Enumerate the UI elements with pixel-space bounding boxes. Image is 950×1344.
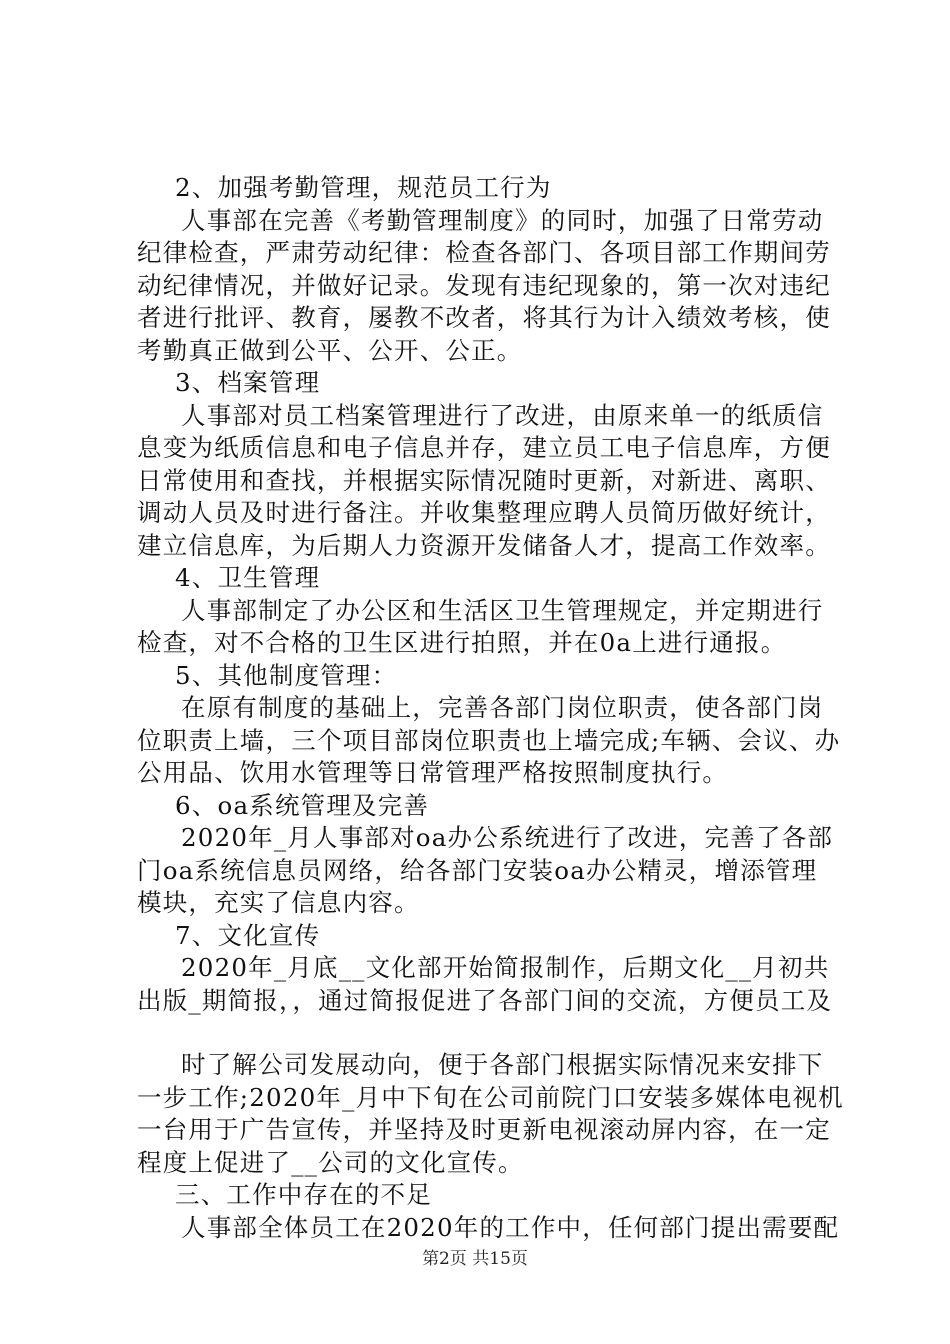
paragraph-block-1 — [137, 172, 841, 1017]
text-line: 人事部全体员工在2020年的工作中，任何部门提出需要配 — [181, 1212, 840, 1242]
text-line: 息变为纸质信息和电子信息并存，建立员工电子信息库，方便 — [137, 433, 831, 462]
text-line: 人事部制定了办公区和生活区卫生管理规定，并定期进行 — [181, 595, 824, 625]
document-body — [137, 172, 844, 1244]
paragraph-block-2 — [137, 1049, 844, 1244]
section-heading: 6、oa系统管理及完善 — [175, 790, 430, 820]
text-line: 门oa系统信息员网络，给各部门安装oa办公精灵，增添管理 — [137, 855, 818, 885]
text-line: 人事部在完善《考勤管理制度》的同时，加强了日常劳动 — [181, 205, 824, 235]
text-line: 出版_期简报，，通过简报促进了各部门间的交流，方便员工及 — [137, 985, 833, 1015]
section-heading: 4、卫生管理 — [175, 563, 321, 592]
section-heading: 三、工作中存在的不足 — [175, 1180, 432, 1209]
text-line: 一台用于广告宣传，并坚持及时更新电视滚动屏内容，在一定 — [137, 1115, 831, 1144]
text-line: 检查，对不合格的卫生区进行拍照，并在0a上进行通报。 — [137, 628, 787, 657]
text-line: 一步工作;2020年_月中下旬在公司前院门口安装多媒体电视机 — [137, 1082, 844, 1112]
text-line: 2020年_月底__文化部开始简报制作，后期文化__月初共 — [181, 953, 830, 982]
text-line: 模块，充实了信息内容。 — [137, 888, 420, 917]
text-line: 者进行批评、教育，屡教不改者，将其行为计入绩效考核，使 — [137, 303, 831, 332]
section-heading: 7、文化宣传 — [175, 920, 321, 950]
text-line: 人事部对员工档案管理进行了改进，由原来单一的纸质信 — [181, 400, 824, 430]
text-line: 考勤真正做到公平、公开、公正。 — [137, 335, 523, 365]
text-line: 纪律检查，严肃劳动纪律：检查各部门、各项目部工作期间劳 — [137, 238, 831, 267]
text-line: 建立信息库，为后期人力资源开发储备人才，提高工作效率。 — [137, 530, 831, 560]
section-heading: 5、其他制度管理： — [175, 660, 398, 690]
text-line: 公用品、饮用水管理等日常管理严格按照制度执行。 — [137, 758, 729, 787]
page-break-gap — [137, 1017, 837, 1049]
text-line: 日常使用和查找，并根据实际情况随时更新，对新进、离职、 — [137, 465, 831, 495]
text-line: 位职责上墙，三个项目部岗位职责也上墙完成;车辆、会议、办 — [137, 725, 841, 755]
text-line: 程度上促进了__公司的文化宣传。 — [137, 1147, 524, 1177]
text-line: 时了解公司发展动向，便于各部门根据实际情况来安排下 — [181, 1050, 824, 1079]
text-line: 动纪律情况，并做好记录。发现有违纪现象的，第一次对违纪 — [137, 270, 831, 300]
text-line: 在原有制度的基础上，完善各部门岗位职责，使各部门岗 — [181, 693, 824, 722]
text-line: 2020年_月人事部对oa办公系统进行了改进，完善了各部 — [181, 823, 834, 852]
text-line: 调动人员及时进行备注。并收集整理应聘人员简历做好统计， — [137, 498, 831, 527]
section-heading: 3、档案管理 — [175, 368, 321, 397]
section-heading: 2、加强考勤管理，规范员工行为 — [175, 173, 552, 202]
page-footer: 第2页 共15页 — [422, 1249, 528, 1269]
